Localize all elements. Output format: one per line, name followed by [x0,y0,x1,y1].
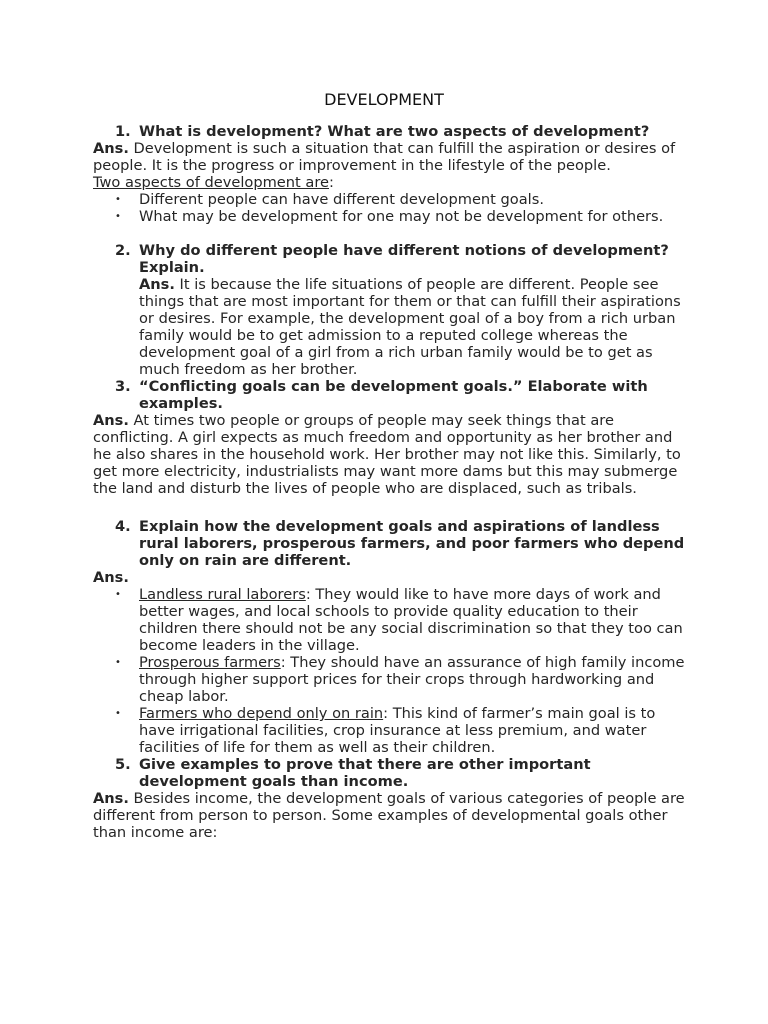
answer-3 [93,412,685,497]
answer-label: Ans. [93,412,129,429]
bullet-icon: • [115,708,121,719]
answer-1 [93,140,685,174]
aspects-colon: : [329,174,334,191]
question-text: Explain how the development goals and aspirations of landless rural laborers, prosperous farmers, and poor farmers who depend only on rain are different. [139,518,685,569]
list-item-text: : This kind of farmer’s main goal is to have irrigational facilities, crop insurance at less premium, and water facilities of life for them as well as their children. [139,705,656,756]
question-number: 5. [115,756,131,773]
question-4 [93,518,685,569]
question-text: Why do different people have different notions of development? Explain. [139,242,669,276]
question-2 [93,242,685,276]
question-1 [93,123,685,140]
question-text: What is development? What are two aspects of development? [139,123,650,140]
question-number: 4. [115,518,131,535]
question-number: 3. [115,378,131,395]
answer-label: Ans. [139,276,175,293]
list-item-text: : They should have an assurance of high family income through higher support prices for their crops through hardworking and cheap labor. [139,654,685,705]
bullet-icon: • [115,211,121,222]
answer-text: It is because the life situations of people are different. People see things that are most important for them or that can fulfill their aspirations or desires. For example, the development goal of a boy from a rich urban family would be to get admission to a reputed college whereas the development goal of a girl from a rich urban family would be to get as much freedom as her brother. [139,276,681,378]
list-item-text: : They would like to have more days of work and better wages, and local schools to provide quality education to their children there should not be any social discrimination so that they too can become leaders in the village. [139,586,683,654]
aspects-heading [93,174,685,191]
page-title: DEVELOPMENT [324,90,444,109]
answer-text: Development is such a situation that can fulfill the aspiration or desires of people. It is the progress or improvement in the lifestyle of the people. [93,140,676,174]
answer-label: Ans. [93,140,129,157]
farmer-groups-list [93,586,685,756]
question-number: 2. [115,242,131,259]
answer-label: Ans. [93,790,129,807]
list-item-label: Landless rural laborers [139,586,306,603]
list-item-text: What may be development for one may not be development for others. [139,208,664,225]
spacer [93,225,685,242]
list-item [93,191,685,208]
list-item [93,654,685,705]
bullet-icon: • [115,657,121,668]
list-item [93,705,685,756]
question-text: Give examples to prove that there are other important development goals than income. [139,756,591,790]
answer-text: At times two people or groups of people may seek things that are conflicting. A girl expects as much freedom and opportunity as her brother and he also shares in the household work. Her brother may not like this. Similarly, to get more electricity, industrialists may want more dams but this may submerge the land and disturb the lives of people who are displaced, such as tribals. [93,412,681,497]
bullet-icon: • [115,589,121,600]
list-item [93,208,685,225]
answer-text: Besides income, the development goals of various categories of people are different from person to person. Some examples of developmental goals other than income are: [93,790,685,841]
bullet-icon: • [115,194,121,205]
question-text: “Conflicting goals can be development goals.” Elaborate with examples. [139,378,648,412]
question-number: 1. [115,123,131,140]
answer-5 [93,790,685,841]
question-3 [93,378,685,412]
answer-2 [93,276,685,378]
question-5 [93,756,685,790]
answer-label: Ans. [93,569,129,586]
list-item [93,586,685,654]
document-body [93,123,685,841]
list-item-text: Different people can have different development goals. [139,191,544,208]
aspects-label: Two aspects of development are [93,174,329,191]
aspects-list [93,191,685,225]
spacer [93,497,685,518]
list-item-label: Prosperous farmers [139,654,281,671]
list-item-label: Farmers who depend only on rain [139,705,384,722]
